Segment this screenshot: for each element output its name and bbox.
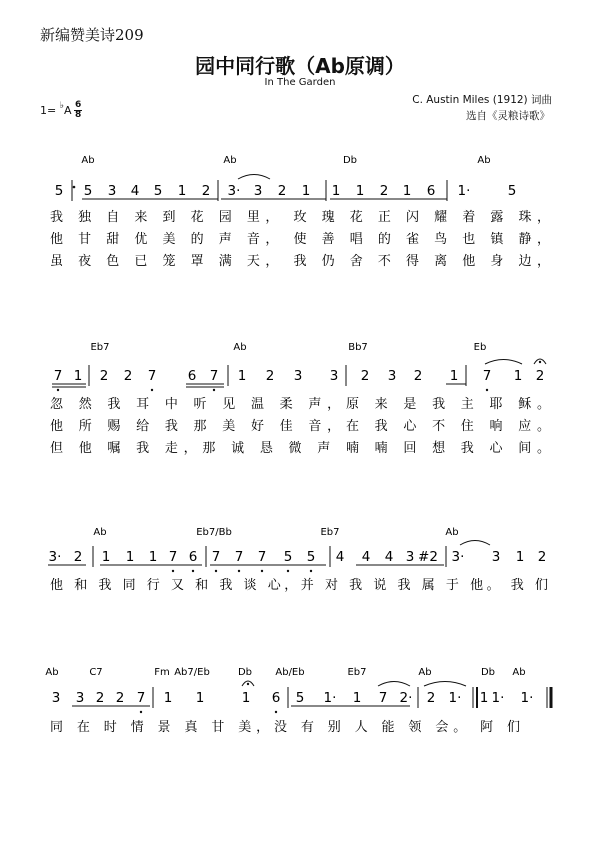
tie-arc — [238, 175, 270, 180]
octave-dot — [238, 570, 240, 572]
note: 3· — [48, 549, 62, 565]
note: 3 — [491, 549, 501, 565]
note: 5 — [54, 183, 64, 199]
chord-label: Eb — [473, 342, 487, 353]
chord-label: Ab — [418, 667, 432, 678]
note: 3 — [75, 690, 85, 706]
note: 1 — [177, 183, 187, 199]
note: 1· — [520, 690, 534, 706]
octave-dot — [261, 570, 263, 572]
note: 6 — [188, 549, 198, 565]
chord-label: Ab — [512, 667, 526, 678]
chord-label: Eb7 — [347, 667, 367, 678]
note: 7 — [234, 549, 244, 565]
lyric-line: 虽 夜 色 已 笼 罩 满 天， 我 仍 舍 不 得 离 他 身 边， — [50, 254, 551, 269]
note: 2 — [265, 368, 275, 384]
author-credit: C. Austin Miles (1912) 词曲 — [412, 94, 552, 106]
note: 2· — [399, 690, 413, 706]
collection-label: 新编赞美诗209 — [40, 26, 144, 44]
octave-dot — [192, 570, 194, 572]
note: 2 — [123, 368, 133, 384]
note: 3· — [227, 183, 241, 199]
note: 1· — [323, 690, 337, 706]
note: 1 — [402, 183, 412, 199]
tie-arc — [485, 360, 522, 365]
lyric-line: 但 他 嘱 我 走，那 诚 恳 微 声 喃 喃 回 想 我 心 间。 — [50, 441, 550, 456]
note: 5 — [507, 183, 517, 199]
chord-label: Ab — [81, 155, 95, 166]
octave-dot — [215, 570, 217, 572]
chord-label: Bb7 — [348, 342, 368, 353]
chord-label: Ab — [445, 527, 459, 538]
note: 4 — [335, 549, 345, 565]
flat-sign: ♭ — [59, 101, 64, 111]
note: 1 — [73, 368, 83, 384]
chord-label: Ab — [93, 527, 107, 538]
chord-label: Ab — [233, 342, 247, 353]
tie-arc — [460, 541, 490, 546]
note: 2 — [379, 183, 389, 199]
note: #2 — [418, 549, 438, 565]
chord-label: Db — [480, 667, 496, 678]
note: 6 — [426, 183, 436, 199]
chord-label: C7 — [89, 667, 103, 678]
time-denominator: 8 — [75, 110, 82, 120]
note: 1 — [355, 183, 365, 199]
note: 3 — [51, 690, 61, 706]
note: 1· — [457, 183, 471, 199]
note: 2 — [115, 690, 125, 706]
english-subtitle: In The Garden — [264, 77, 336, 88]
note: 4 — [361, 549, 371, 565]
repeat-dot — [73, 186, 76, 189]
note: 1 — [101, 549, 111, 565]
note: 1 — [352, 690, 362, 706]
note: 4 — [384, 549, 394, 565]
note: 1 — [331, 183, 341, 199]
chord-label: Eb7 — [320, 527, 340, 538]
note: 1 — [301, 183, 311, 199]
note: 7 — [211, 549, 221, 565]
chord-label: Eb7 — [90, 342, 110, 353]
octave-dot — [287, 570, 289, 572]
octave-dot — [213, 389, 215, 391]
note: 1 — [513, 368, 523, 384]
key-letter: A — [63, 104, 72, 117]
note: 5 — [295, 690, 305, 706]
lyric-line: 同 在 时 情 景 真 甘 美，没 有 别 人 能 领 会。 阿 们 — [50, 720, 520, 735]
note: 6 — [187, 368, 197, 384]
note: 2 — [277, 183, 287, 199]
note: 7 — [147, 368, 157, 384]
note: 1 — [515, 549, 525, 565]
source-note: 选自《灵粮诗歌》 — [466, 110, 550, 122]
note: 3 — [405, 549, 415, 565]
chord-label: Db — [342, 155, 358, 166]
note: 7 — [168, 549, 178, 565]
note: 7 — [209, 368, 219, 384]
note: 2 — [426, 690, 436, 706]
octave-dot — [486, 389, 488, 391]
note: 1· — [491, 690, 505, 706]
octave-dot — [310, 570, 312, 572]
note: 2 — [99, 368, 109, 384]
octave-dot — [140, 711, 142, 713]
lyrics-layer — [50, 209, 550, 735]
note: 1· — [448, 690, 462, 706]
note: 5 — [283, 549, 293, 565]
chord-label: Ab7/Eb — [174, 667, 210, 678]
note: 4 — [130, 183, 140, 199]
note: 5 — [153, 183, 163, 199]
chord-label: Db — [237, 667, 253, 678]
note: 1 — [195, 690, 205, 706]
octave-dot — [57, 389, 59, 391]
note: 6 — [271, 690, 281, 706]
fermata-dot — [539, 361, 541, 363]
note: 3 — [329, 368, 339, 384]
chord-label: Ab — [45, 667, 59, 678]
note: 3 — [253, 183, 263, 199]
lyric-line: 他 所 赐 给 我 那 美 好 佳 音，在 我 心 不 住 响 应。 — [50, 419, 550, 434]
note: 2 — [535, 368, 545, 384]
octave-dot — [275, 711, 277, 713]
note: 7 — [53, 368, 63, 384]
chord-label: Ab — [477, 155, 491, 166]
key-prefix: 1= — [40, 104, 57, 117]
note: 3 — [293, 368, 303, 384]
note: 7 — [257, 549, 267, 565]
note: 7 — [136, 690, 146, 706]
chord-label: Ab — [223, 155, 237, 166]
note: 3 — [107, 183, 117, 199]
note: 5 — [83, 183, 93, 199]
time-numerator: 6 — [75, 100, 82, 110]
note: 7 — [482, 368, 492, 384]
note: 1 — [241, 690, 251, 706]
lyric-line: 他 和 我 同 行 又 和 我 谈 心，并 对 我 说 我 属 于 他。 我 们 — [50, 578, 548, 593]
note: 1 — [449, 368, 459, 384]
note: 2 — [73, 549, 83, 565]
chord-label: Eb7/Bb — [196, 527, 232, 538]
note: 7 — [378, 690, 388, 706]
lyric-line: 他 甘 甜 优 美 的 声 音， 使 善 唱 的 雀 鸟 也 镇 静， — [50, 232, 551, 247]
note: 2 — [537, 549, 547, 565]
note: 1 — [479, 690, 489, 706]
lyric-line: 忽 然 我 耳 中 听 见 温 柔 声，原 来 是 我 主 耶 稣。 — [50, 397, 550, 412]
note: 3 — [387, 368, 397, 384]
note: 1 — [237, 368, 247, 384]
octave-dot — [172, 570, 174, 572]
note: 2 — [201, 183, 211, 199]
chord-label: Fm — [154, 667, 170, 678]
note: 2 — [413, 368, 423, 384]
note: 1 — [125, 549, 135, 565]
fermata-dot — [247, 683, 249, 685]
lyric-line: 我 独 自 来 到 花 园 里， 玫 瑰 花 正 闪 耀 着 露 珠， — [50, 210, 551, 225]
page-title: 园中同行歌（Ab原调） — [195, 54, 405, 78]
octave-dot — [151, 389, 153, 391]
note: 1 — [163, 690, 173, 706]
note: 5 — [306, 549, 316, 565]
chord-label: Ab/Eb — [275, 667, 305, 678]
note: 2 — [360, 368, 370, 384]
note: 2 — [95, 690, 105, 706]
tie-arc — [424, 682, 466, 687]
note: 1 — [148, 549, 158, 565]
tie-arc — [378, 682, 410, 687]
note: 3· — [451, 549, 465, 565]
